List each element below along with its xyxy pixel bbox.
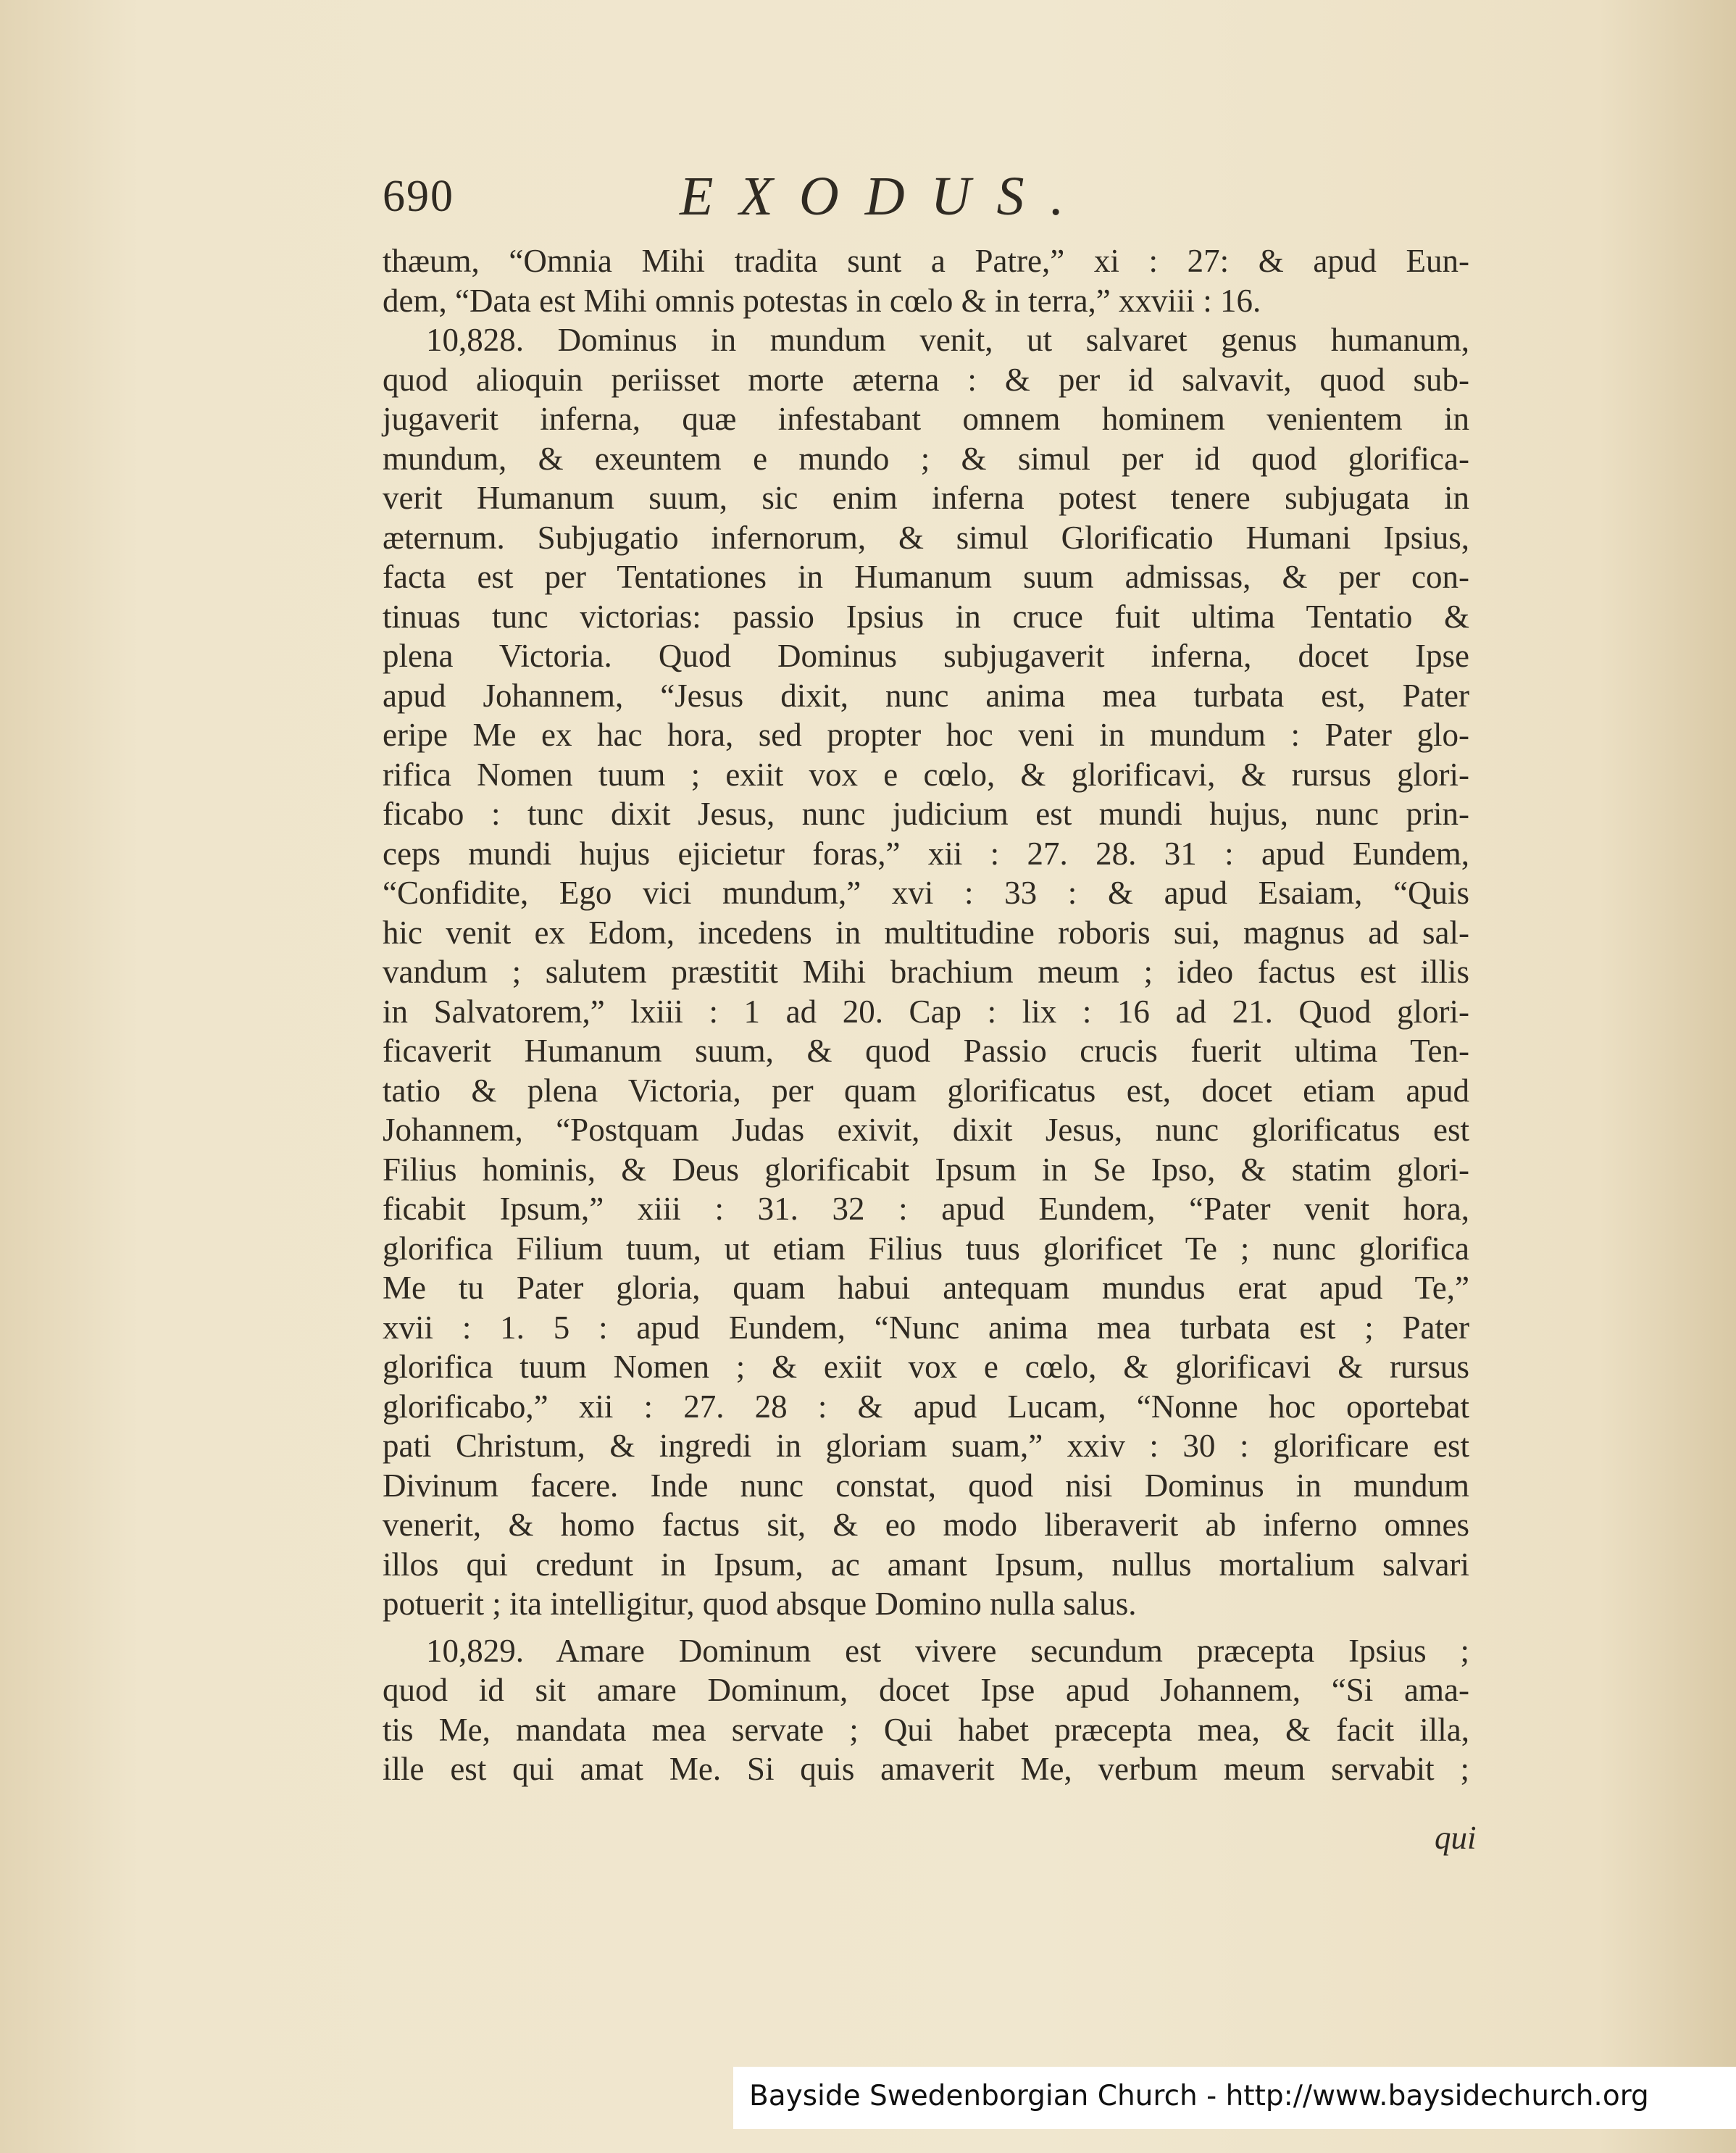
text-line: “Confidite, Ego vici mundum,” xvi : 33 : & apud Esaiam, “Quis [383, 875, 1469, 911]
text-line: ficaverit Humanum suum, & quod Passio crucis fuerit ultima Ten- [383, 1033, 1469, 1069]
text-line: glorifica Filium tuum, ut etiam Filius tuus glorificet Te ; nunc glorifica [383, 1230, 1469, 1267]
text-line: tis Me, mandata mea servate ; Qui habet præcepta mea, & facit illa, [383, 1711, 1469, 1748]
body-text [383, 241, 1469, 1789]
text-line: ceps mundi hujus ejicietur foras,” xii : 27. 28. 31 : apud Eundem, [383, 835, 1469, 872]
text-line: plena Victoria. Quod Dominus subjugaverit inferna, docet Ipse [383, 638, 1469, 674]
text-line: in Salvatorem,” lxiii : 1 ad 20. Cap : lix : 16 ad 21. Quod glori- [383, 993, 1469, 1030]
text-line: glorifica tuum Nomen ; & exiit vox e cœlo, & glorificavi & rursus [383, 1349, 1469, 1385]
text-line: ficabit Ipsum,” xiii : 31. 32 : apud Eundem, “Pater venit hora, [383, 1191, 1469, 1227]
text-line: jugaverit inferna, quæ infestabant omnem hominem venientem in [383, 401, 1469, 437]
text-line: tatio & plena Victoria, per quam glorificatus est, docet etiam apud [383, 1072, 1469, 1109]
text-line: hic venit ex Edom, incedens in multitudine roboris sui, magnus ad sal- [383, 914, 1469, 951]
text-line: facta est per Tentationes in Humanum suum admissas, & per con- [383, 559, 1469, 595]
text-line: eripe Me ex hac hora, sed propter hoc veni in mundum : Pater glo- [383, 717, 1469, 753]
text-line: illos qui credunt in Ipsum, ac amant Ipsum, nullus mortalium salvari [383, 1546, 1469, 1583]
text-line: xvii : 1. 5 : apud Eundem, “Nunc anima mea turbata est ; Pater [383, 1309, 1469, 1346]
paragraph-gap [383, 1624, 1469, 1631]
text-line: quod id sit amare Dominum, docet Ipse apud Johannem, “Si ama- [383, 1672, 1469, 1708]
text-line: mundum, & exeuntem e mundo ; & simul per id quod glorifica- [383, 440, 1469, 477]
text-line: dem, “Data est Mihi omnis potestas in cœlo & in terra,” xxviii : 16. [383, 282, 1261, 319]
text-line: verit Humanum suum, sic enim inferna potest tenere subjugata in [383, 480, 1469, 516]
text-line: rifica Nomen tuum ; exiit vox e cœlo, & glorificavi, & rursus glori- [383, 756, 1469, 793]
text-line: vandum ; salutem præstitit Mihi brachium meum ; ideo factus est illis [383, 954, 1469, 990]
credit-text: Bayside Swedenborgian Church - http://www.baysidechurch.org [749, 2080, 1649, 2112]
text-line: ille est qui amat Me. Si quis amaverit Me, verbum meum servabit ; [383, 1751, 1469, 1787]
page-header [383, 165, 1469, 238]
text-line: thæum, “Omnia Mihi tradita sunt a Patre,” xi : 27: & apud Eun- [383, 243, 1469, 279]
text-line: Johannem, “Postquam Judas exivit, dixit Jesus, nunc glorificatus est [383, 1112, 1469, 1148]
text-line: glorificabo,” xii : 27. 28 : & apud Lucam, “Nonne hoc oportebat [383, 1388, 1469, 1425]
text-line: tinuas tunc victorias: passio Ipsius in cruce fuit ultima Tentatio & [383, 598, 1469, 635]
paragraph-10829-start: 10,829. Amare Dominum est vivere secundum præcepta Ipsius ; [426, 1632, 1469, 1669]
credit-banner [733, 2067, 1736, 2129]
text-line: Divinum facere. Inde nunc constat, quod nisi Dominus in mundum [383, 1467, 1469, 1504]
text-line: æternum. Subjugatio infernorum, & simul Glorificatio Humani Ipsius, [383, 519, 1469, 556]
catchword: qui [1435, 1820, 1477, 1856]
page-number: 690 [383, 172, 454, 221]
text-line: potuerit ; ita intelligitur, quod absque Domino nulla salus. [383, 1586, 1137, 1622]
text-line: venerit, & homo factus sit, & eo modo liberaverit ab inferno omnes [383, 1507, 1469, 1543]
text-line: Filius hominis, & Deus glorificabit Ipsum in Se Ipso, & statim glori- [383, 1151, 1469, 1188]
text-line: quod alioquin periisset morte æterna : & per id salvavit, quod sub- [383, 361, 1469, 398]
running-title: EXODUS. [680, 166, 1090, 227]
paragraph-10828-start: 10,828. Dominus in mundum venit, ut salvaret genus humanum, [426, 322, 1469, 358]
text-line: pati Christum, & ingredi in gloriam suam,” xxiv : 30 : glorificare est [383, 1428, 1469, 1464]
text-line: apud Johannem, “Jesus dixit, nunc anima mea turbata est, Pater [383, 677, 1469, 714]
text-line: Me tu Pater gloria, quam habui antequam mundus erat apud Te,” [383, 1270, 1469, 1306]
text-line: ficabo : tunc dixit Jesus, nunc judicium est mundi hujus, nunc prin- [383, 796, 1469, 832]
